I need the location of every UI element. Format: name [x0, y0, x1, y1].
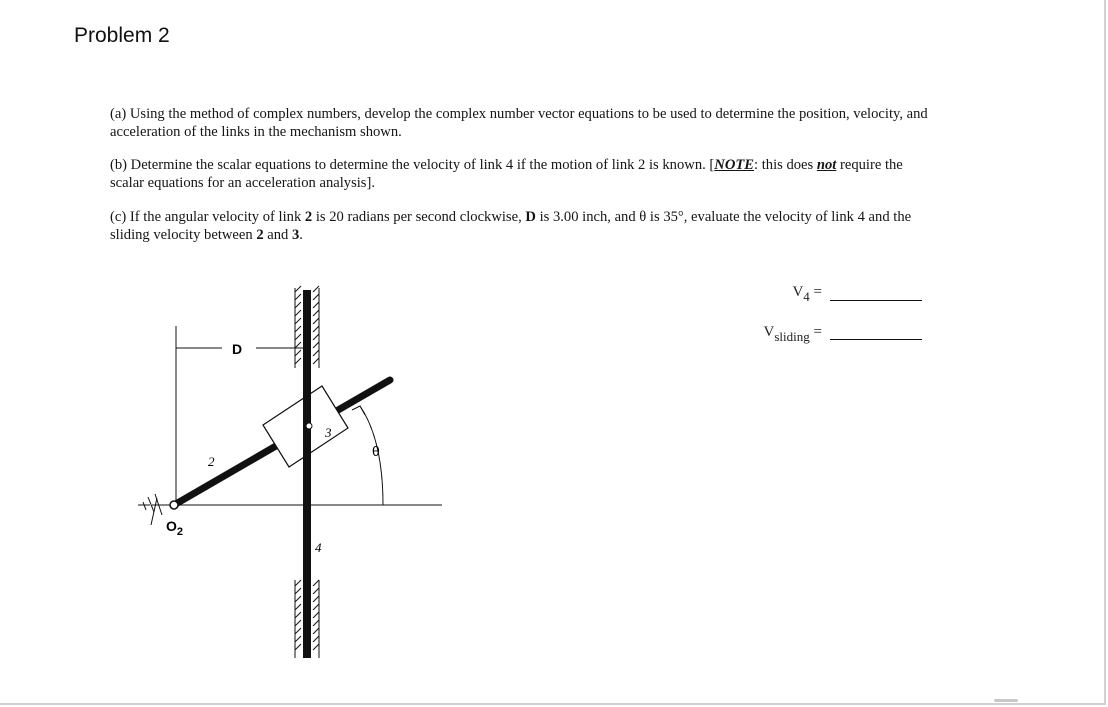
vs-subscript: sliding	[774, 329, 810, 344]
part-c-seg1: (c) If the angular velocity of link	[110, 209, 305, 225]
vs-letter: V	[763, 324, 775, 340]
not-word: not	[816, 157, 837, 173]
pivot-o2	[170, 501, 178, 509]
label-link-2: 2	[208, 454, 215, 469]
label-link-4: 4	[315, 540, 322, 555]
part-c-seg3: is 3.00 inch, and θ is 35°, evaluate the velocity of link 4 and the sliding velocity between	[110, 209, 912, 243]
v4-letter: V	[792, 284, 804, 300]
corner-mark	[994, 699, 1018, 702]
part-b-end: require the scalar equations for an acceleration analysis].	[110, 157, 903, 191]
v4-equals: =	[809, 284, 822, 300]
slider-pin	[306, 423, 312, 429]
part-c-l3: 3	[291, 227, 300, 243]
theta-arrow-icon	[352, 406, 365, 415]
part-c-seg4: and	[263, 227, 292, 243]
vs-equals: =	[809, 324, 822, 340]
label-o2-letter: O	[166, 518, 177, 534]
label-o2-subscript: 2	[176, 526, 184, 538]
part-b-before-note: (b) Determine the scalar equations to determine the velocity of link 4 if the motion of link 2 is known. [	[110, 157, 715, 173]
part-c-l2: 2	[256, 227, 264, 243]
part-c-seg2: is 20 radians per second clockwise,	[312, 209, 526, 225]
part-c-dvar: D	[525, 209, 536, 225]
label-theta: θ	[372, 443, 380, 459]
label-o2	[166, 518, 183, 538]
part-b-after-note: : this does	[754, 157, 817, 173]
part-a-text: (a) Using the method of complex numbers, develop the complex number vector equations to be used to determine the position, velocity, and acceleration of the links in the mechanism shown.	[110, 106, 928, 140]
part-c-seg5: .	[299, 227, 303, 243]
label-link-3: 3	[325, 425, 332, 440]
v4-subscript: 4	[803, 289, 810, 304]
note-label: NOTE	[714, 157, 755, 173]
problem-title: Problem 2	[74, 24, 170, 47]
label-d: D	[232, 341, 243, 357]
part-c-link2: 2	[304, 209, 313, 225]
